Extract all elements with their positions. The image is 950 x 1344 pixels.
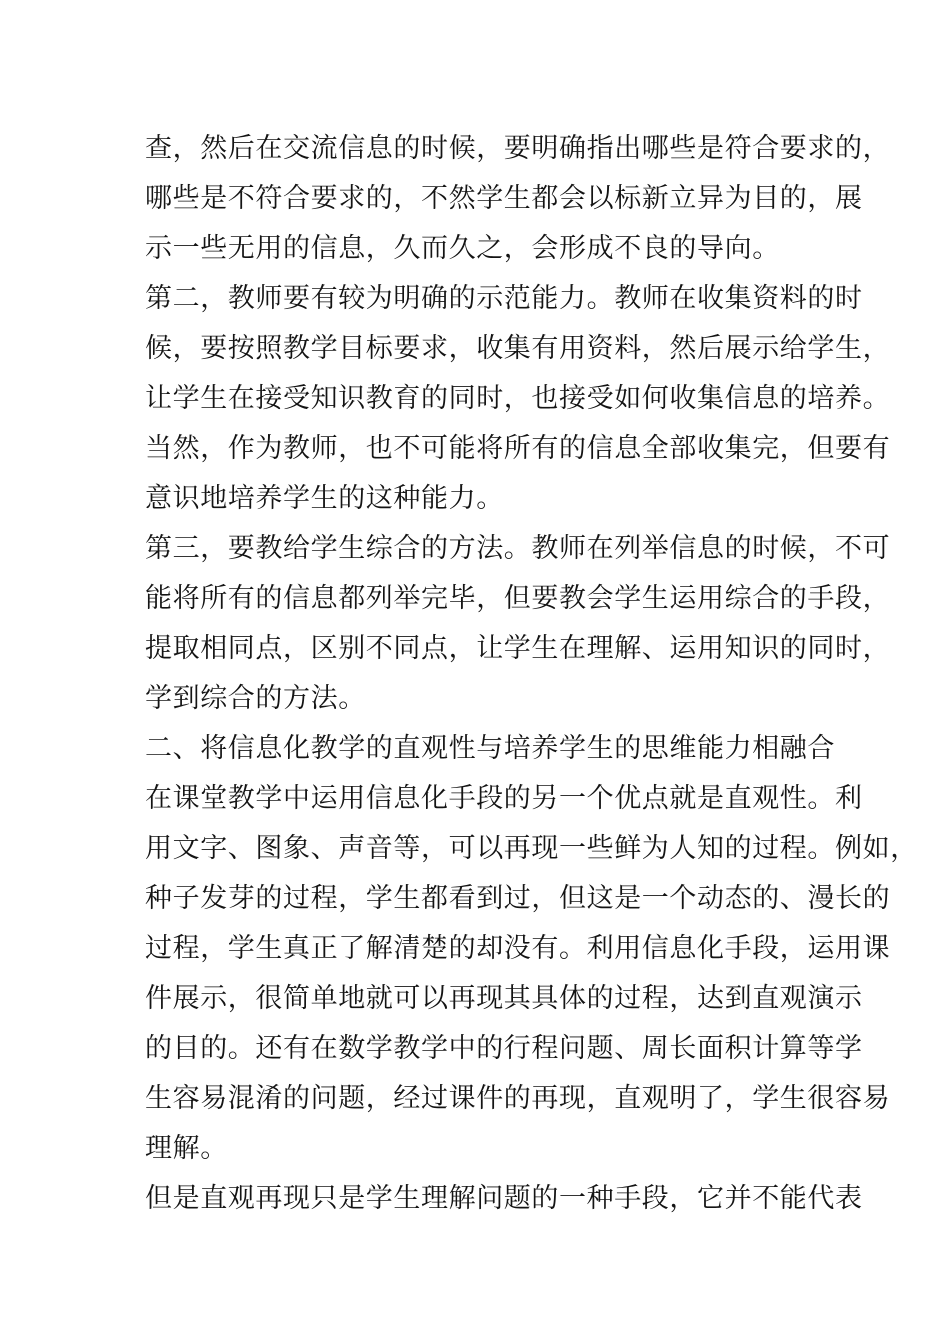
text-line: 过程，学生真正了解清楚的却没有。利用信息化手段，运用课 — [145, 933, 891, 964]
text-line: 种子发芽的过程，学生都看到过，但这是一个动态的、漫长的 — [145, 883, 891, 914]
text-line: 候，要按照教学目标要求，收集有用资料，然后展示给学生， — [145, 333, 891, 364]
section-heading: 二、将信息化教学的直观性与培养学生的思维能力相融合 — [145, 733, 835, 764]
text-line: 能将所有的信息都列举完毕，但要教会学生运用综合的手段， — [145, 583, 891, 614]
text-line: 意识地培养学生的这种能力。 — [145, 483, 504, 514]
text-line: 理解。 — [145, 1133, 228, 1164]
text-line: 提取相同点，区别不同点，让学生在理解、运用知识的同时， — [145, 633, 891, 664]
text-line: 第三，要教给学生综合的方法。教师在列举信息的时候，不可 — [145, 533, 891, 564]
text-line: 示一些无用的信息，久而久之，会形成不良的导向。 — [145, 233, 780, 264]
text-line: 第二，教师要有较为明确的示范能力。教师在收集资料的时 — [145, 283, 863, 314]
text-line: 但是直观再现只是学生理解问题的一种手段，它并不能代表 — [145, 1183, 863, 1214]
text-line: 让学生在接受知识教育的同时，也接受如何收集信息的培养。 — [145, 383, 891, 414]
text-line: 哪些是不符合要求的，不然学生都会以标新立异为目的，展 — [145, 183, 863, 214]
text-line: 查，然后在交流信息的时候，要明确指出哪些是符合要求的， — [145, 133, 891, 164]
text-line: 用文字、图象、声音等，可以再现一些鲜为人知的过程。例如， — [145, 833, 918, 864]
text-line: 生容易混淆的问题，经过课件的再现，直观明了，学生很容易 — [145, 1083, 891, 1114]
text-line: 的目的。还有在数学教学中的行程问题、周长面积计算等学 — [145, 1033, 863, 1064]
text-line: 当然，作为教师，也不可能将所有的信息全部收集完，但要有 — [145, 433, 891, 464]
text-line: 学到综合的方法。 — [145, 683, 366, 714]
text-line: 在课堂教学中运用信息化手段的另一个优点就是直观性。利 — [145, 783, 863, 814]
text-line: 件展示，很简单地就可以再现其具体的过程，达到直观演示 — [145, 983, 863, 1014]
